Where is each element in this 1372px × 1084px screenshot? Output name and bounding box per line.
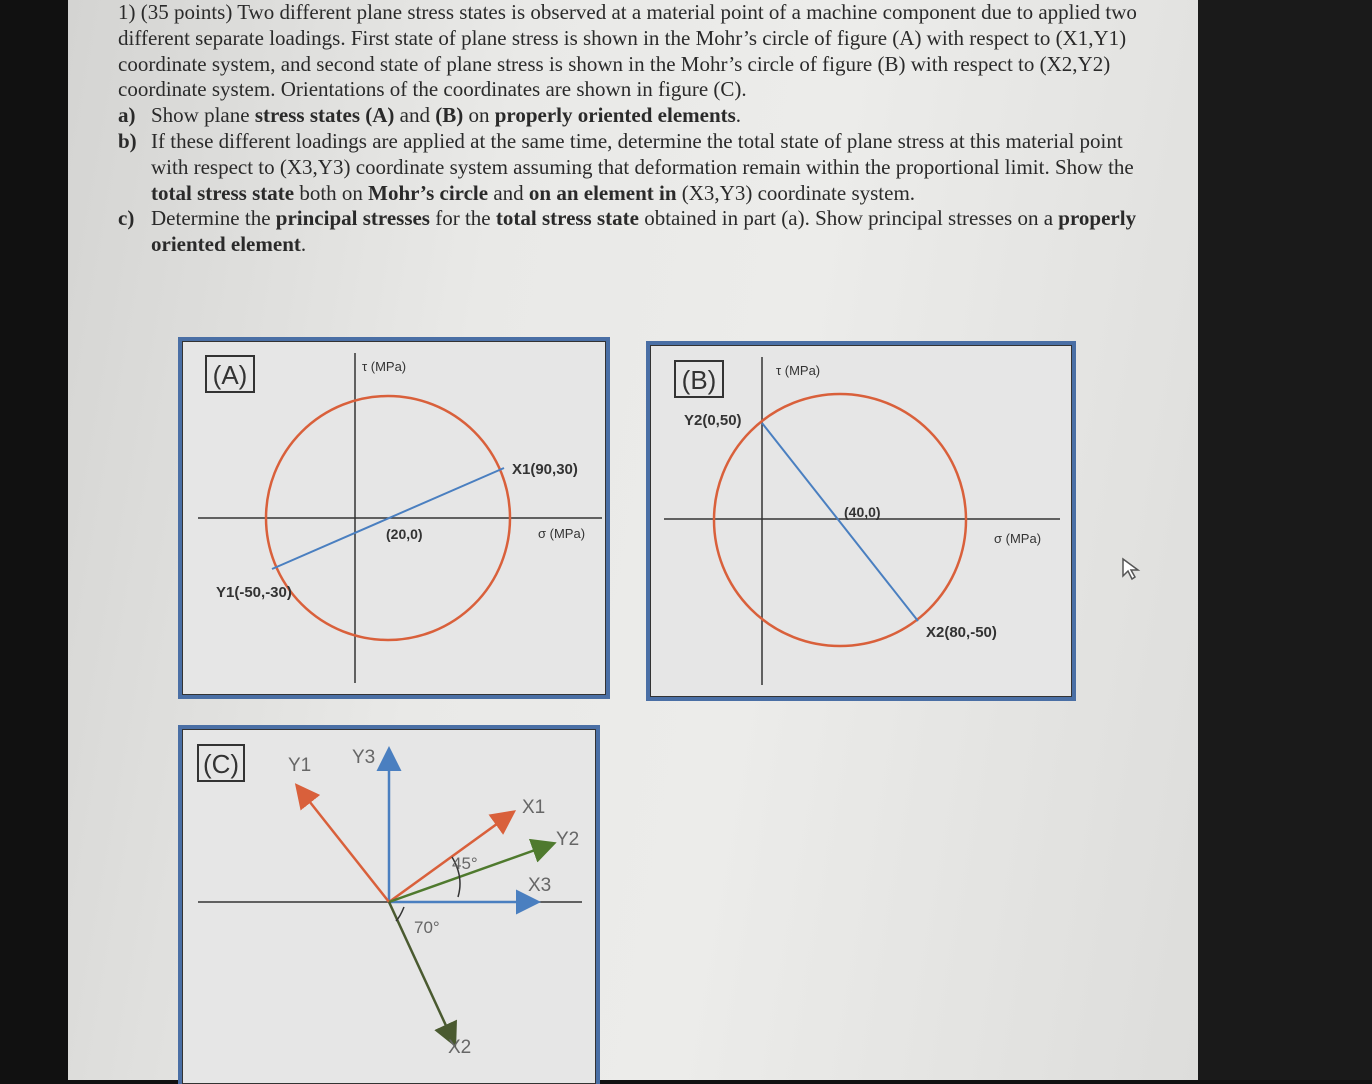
problem-intro: 1) (35 points) Two different plane stress states is observed at a material point of a machine component due to applied two different separate loadings. First state of plane stress is shown in the Mohr’s circle of figure (A) with respect to (X1,Y1) coordinate system, and second state of plane stress is shown in the Mohr’s circle of figure (B) with respect to (X2,Y2) coordinate system. Orientations of the coordinates are shown in figure (C). — [118, 0, 1137, 102]
part-b-text-1: If these different loadings are applied at the same time, determine the total state of plane stress at this material point with respect to (X3,Y3) coordinate system assuming that deformation remain within the proportional limit. Show the — [151, 128, 1134, 179]
part-b-bold-3: on an element in — [528, 180, 677, 205]
part-c — [118, 206, 1148, 258]
part-b-label: b) — [118, 128, 137, 153]
part-a-text-4: . — [735, 103, 742, 128]
y3-axis-label: Y3 — [352, 747, 376, 768]
center-label-b: (40,0) — [844, 504, 881, 520]
tau-label-b: τ (MPa) — [776, 363, 821, 378]
tag-c: (C) — [202, 749, 240, 779]
part-c-bold-2: total stress state — [495, 206, 639, 231]
part-b-bold-1: total stress state — [151, 180, 295, 205]
y1-point-label: Y1(-50,-30) — [216, 584, 292, 601]
x1-axis-label: X1 — [522, 797, 546, 818]
y2-axis-label: Y2 — [556, 829, 580, 850]
diameter-b — [762, 423, 918, 621]
tag-b: (B) — [681, 365, 717, 395]
part-a — [118, 103, 1148, 129]
y1-axis-arrow — [298, 787, 389, 902]
part-c-text-1: Determine the — [151, 206, 276, 231]
mohr-circle-b — [650, 345, 1072, 697]
part-a-text-2: and — [394, 103, 436, 128]
part-b-text-4: (X3,Y3) coordinate system. — [676, 180, 916, 205]
coordinate-orientation-diagram — [182, 729, 596, 1084]
part-b-bold-2: Mohr’s circle — [368, 180, 489, 205]
angle-70-label: 70° — [414, 918, 440, 937]
sigma-label-a: σ (MPa) — [538, 526, 586, 541]
figure-a — [178, 337, 610, 699]
part-a-text-3: on — [463, 103, 495, 128]
part-c-bold-3: properly oriented element — [151, 206, 1137, 257]
part-c-label: c) — [118, 206, 135, 231]
figure-b — [646, 341, 1076, 701]
x3-axis-label: X3 — [528, 875, 552, 896]
x2-point-label: X2(80,-50) — [926, 624, 997, 641]
part-c-text-3: obtained in part (a). Show principal stresses on a — [638, 206, 1059, 231]
part-c-text-2: for the — [429, 206, 496, 231]
y1-axis-label: Y1 — [288, 755, 312, 776]
part-a-text-1: Show plane — [151, 103, 255, 128]
part-a-bold-3: properly oriented elements — [494, 103, 736, 128]
part-c-bold-1: principal stresses — [275, 206, 430, 231]
problem-statement — [118, 0, 1148, 258]
monitor-bezel — [1198, 0, 1372, 1080]
part-b-text-3: and — [488, 180, 529, 205]
x2-axis-label: X2 — [448, 1037, 472, 1058]
angle-arc-70 — [396, 907, 404, 921]
part-c-text-4: . — [300, 232, 307, 257]
mohr-circle-a — [182, 341, 606, 695]
sigma-label-b: σ (MPa) — [994, 531, 1042, 546]
circle-b — [714, 394, 966, 646]
y2-point-label: Y2(0,50) — [684, 412, 742, 429]
part-a-bold-2: (B) — [435, 103, 464, 128]
x1-axis-arrow — [389, 813, 512, 902]
tag-a: (A) — [212, 360, 248, 390]
tau-label-a: τ (MPa) — [362, 359, 407, 374]
part-a-label: a) — [118, 103, 136, 128]
center-label-a: (20,0) — [386, 526, 423, 542]
mouse-cursor-icon — [1120, 556, 1142, 582]
angle-45-label: 45° — [452, 854, 478, 873]
part-b — [118, 129, 1148, 206]
part-b-text-2: both on — [294, 180, 369, 205]
figure-c — [178, 725, 600, 1084]
part-a-bold-1: stress states (A) — [254, 103, 395, 128]
x1-point-label: X1(90,30) — [512, 461, 578, 478]
